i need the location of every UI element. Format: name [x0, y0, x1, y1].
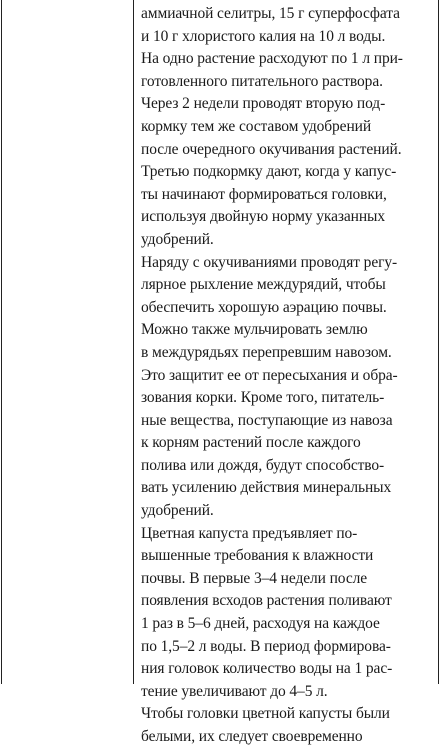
text-line: вать усилению действия минеральных: [141, 479, 392, 497]
table-text-cell: [141, 3, 435, 749]
text-line: удобрений.: [141, 230, 214, 248]
text-line: зования корки. Кроме того, питатель-: [141, 389, 385, 407]
text-line: готовленного питательного раствора.: [141, 72, 383, 90]
text-line: ния головок количество воды на 1 рас-: [141, 660, 393, 678]
text-line: к корням растений после каждого: [141, 434, 361, 452]
text-line: аммиачной селитры, 15 г суперфосфата: [141, 5, 400, 22]
text-line: Это защитит ее от пересыхания и обра-: [141, 366, 398, 384]
text-line: 1 раз в 5–6 дней, расходуя на каждое: [141, 615, 380, 633]
text-line: Можно также мульчировать землю: [141, 321, 368, 339]
text-line: Через 2 недели проводят вторую под-: [141, 95, 386, 113]
text-line: Чтобы головки цветной капусты были: [141, 705, 390, 723]
text-line: Наряду с окучиваниями проводят регу-: [141, 253, 398, 271]
text-line: Третью подкормку дают, когда у капус-: [141, 163, 397, 181]
text-line: по 1,5–2 л воды. В период формирова-: [141, 637, 391, 655]
text-line: Цветная капуста предъявляет по-: [141, 524, 358, 542]
text-line: ные вещества, поступающие из навоза: [141, 411, 393, 429]
text-line: тение увеличивают до 4–5 л.: [141, 682, 328, 700]
text-line: и 10 г хлористого калия на 10 л воды.: [141, 27, 386, 45]
text-line: ты начинают формироваться головки,: [141, 185, 387, 203]
table-column-divider: [133, 0, 134, 684]
text-line: почвы. В первые 3–4 недели после: [141, 569, 368, 587]
text-line: белыми, их следует своевременно: [141, 728, 363, 745]
text-line: после очередного окучивания растений.: [141, 140, 402, 158]
text-line: вышенные требования к влажности: [141, 547, 374, 565]
text-line: обеспечить хорошую аэрацию почвы.: [141, 298, 387, 316]
text-line: На одно растение расходуют по 1 л при-: [141, 50, 403, 68]
text-line: в междурядьях перепревшим навозом.: [141, 343, 392, 361]
text-line: появления всходов растения поливают: [141, 592, 392, 610]
text-line: используя двойную норму указанных: [141, 208, 386, 226]
text-line: полива или дождя, будут способство-: [141, 456, 385, 474]
text-line: кормку тем же составом удобрений: [141, 117, 372, 135]
text-line: удобрений.: [141, 502, 214, 520]
table-border-right: [438, 0, 439, 684]
text-line: лярное рыхление междурядий, чтобы: [141, 276, 386, 294]
table-border-left: [1, 0, 2, 684]
